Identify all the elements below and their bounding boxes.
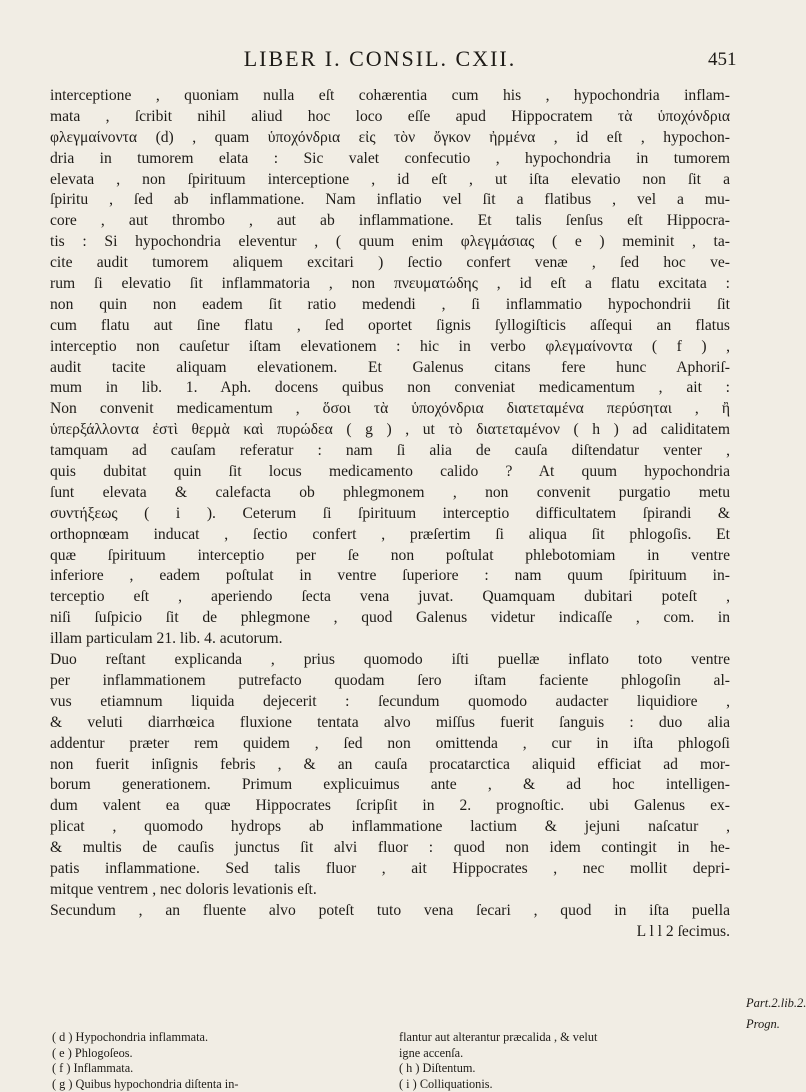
text-line: mum in lib. 1. Aph. docens quibus non conveniat medicamentum , ait : — [50, 378, 730, 399]
footnote: ( e ) Phlogoſeos. — [52, 1046, 382, 1062]
text-line: orthopnœam inducat , ſectio confert , præſertim ſi aliqua ſit phlogoſis. Et — [50, 525, 730, 546]
footnote: ( d ) Hypochondria inflammata. — [52, 1030, 382, 1046]
margin-notes — [746, 993, 798, 1035]
footnote: ( g ) Quibus hypochondria diſtenta in- — [52, 1077, 382, 1092]
text-line: L l l 2 ſecimus. — [50, 922, 730, 943]
page-number: 451 — [708, 49, 737, 71]
text-line: mitque ventrem , nec doloris levationis eſt. — [50, 880, 730, 901]
text-line: cum flatu aut ſine flatu , ſed oportet ſignis ſyllogiſticis aſſequi an flatus — [50, 316, 730, 337]
footnote: ( h ) Diſtentum. — [399, 1061, 729, 1077]
text-line: interceptione , quoniam nulla eſt cohærentia cum his , hypochondria inflam- — [50, 86, 730, 107]
text-line: cite audit tumorem aliquem excitari ) ſectio confert venæ , ſed hoc ve- — [50, 253, 730, 274]
margin-note: Progn. — [746, 1014, 798, 1035]
text-line: mata , ſcribit nihil aliud hoc loco eſſe apud Hippocratem τὰ ὑποχόνδρια — [50, 107, 730, 128]
text-line: vus etiamnum liquida dejecerit : ſecundum quomodo audacter liquidiore , — [50, 692, 730, 713]
text-line: dria in tumorem elata : Sic valet confecutio , hypochondria in tumorem — [50, 149, 730, 170]
text-line: patis inflammatione. Sed talis fluor , ait Hippocrates , nec mollit depri- — [50, 859, 730, 880]
page-header — [0, 46, 800, 76]
text-line: niſi ſuſpicio ſit de phlegmone , quod Galenus videtur indicaſſe , com. in — [50, 608, 730, 629]
text-line: quis dubitat quin ſit locus medicamento calido ? At quum hypochondria — [50, 462, 730, 483]
main-text — [50, 86, 730, 943]
footnote: ( f ) Inflammata. — [52, 1061, 382, 1077]
text-line: borum generationem. Primum explicuimus ante , & ad hoc intelligen- — [50, 775, 730, 796]
margin-note: Part.2.lib.2. — [746, 993, 798, 1014]
text-line: συντήξεως ( i ). Ceterum ſi ſpirituum interceptio difficultatem ſpirandi & — [50, 504, 730, 525]
footnotes-left-column — [52, 1030, 382, 1092]
text-line: core , aut thrombo , aut ab inflammatione. Et talis ſenſus eſt Hippocra- — [50, 211, 730, 232]
text-line: tamquam ad cauſam referatur : nam ſi alia de cauſa diſtendatur venter , — [50, 441, 730, 462]
text-line: rum ſi elevatio ſit inflammatoria , non πνευματώδης , id eſt a flatu excitata : — [50, 274, 730, 295]
text-line: plicat , quomodo hydrops ab inflammatione lactium & jejuni naſcatur , — [50, 817, 730, 838]
text-line: Secundum , an fluente alvo poteſt tuto vena ſecari , quod in iſta puella — [50, 901, 730, 922]
text-line: illam particulam 21. lib. 4. acutorum. — [50, 629, 730, 650]
text-line: terceptio eſt , aperiendo ſecta vena juvat. Quamquam dubitari poteſt , — [50, 587, 730, 608]
text-line: quæ ſpirituum interceptio per ſe non poſtulat phlebotomiam in ventre — [50, 546, 730, 567]
text-line: dum valent ea quæ Hippocrates ſcripſit in 2. prognoſtic. ubi Galenus ex- — [50, 796, 730, 817]
footnote: igne accenſa. — [399, 1046, 729, 1062]
text-line: tis : Si hypochondria eleventur , ( quum enim φλεγμάσιας ( e ) meminit , ta- — [50, 232, 730, 253]
text-line: non fuerit inſignis febris , & an cauſa procatarctica aliquid efficiat ad mor- — [50, 755, 730, 776]
text-line: elevata , non ſpirituum interceptione , id eſt , ut iſta elevatio non ſit a — [50, 170, 730, 191]
text-line: interceptio non cauſetur iſtam elevationem : hic in verbo φλεγμαίνοντα ( f ) , — [50, 337, 730, 358]
text-line: non quin non eadem ſit ratio medendi , ſi inflammatio hypochondrii ſit — [50, 295, 730, 316]
text-line: & veluti diarrhœica fluxione tentata alvo miſſus fuerit ſanguis : duo alia — [50, 713, 730, 734]
text-line: Duo reſtant explicanda , prius quomodo iſti puellæ inflato toto ventre — [50, 650, 730, 671]
running-title: LIBER I. CONSIL. CXII. — [200, 46, 560, 72]
text-line: Non convenit medicamentum , ὅσοι τὰ ὑποχόνδρια διατεταμένα περύσηται , ἢ — [50, 399, 730, 420]
text-line: ſunt elevata & calefacta ob phlegmonem , non convenit purgatio metu — [50, 483, 730, 504]
text-line: φλεγμαίνοντα (d) , quam ὑποχόνδρια εἰς τὸν ὄγκον ἠρμένα , id eſt , hypochon- — [50, 128, 730, 149]
text-line: audit tacite aliquam elevationem. Et Galenus citans fere hunc Aphoriſ- — [50, 358, 730, 379]
footnotes-right-column — [399, 1030, 729, 1092]
footnote: flantur aut alterantur præcalida , & velut — [399, 1030, 729, 1046]
text-line: per inflammationem putrefacto quodam ſero iſtam faciente phlogoſin al- — [50, 671, 730, 692]
text-line: addentur præter rem quidem , ſed non omittenda , cur in iſta phlogoſi — [50, 734, 730, 755]
text-line: ſpiritu , ſed ab inflammatione. Nam inflatio vel ſit a flatibus , vel a mu- — [50, 190, 730, 211]
text-line: ὑπερξάλλοντα ἐστὶ θερμὰ καὶ πυρώδεα ( g ) , ut τὸ διατεταμένον ( h ) ad caliditatem — [50, 420, 730, 441]
text-line: & multis de cauſis junctus ſit alvi fluor : quod non idem contingit in he- — [50, 838, 730, 859]
text-line: inferiore , eadem poſtulat in ventre ſuperiore : nam quum ſpirituum in- — [50, 566, 730, 587]
footnote: ( i ) Colliquationis. — [399, 1077, 729, 1092]
